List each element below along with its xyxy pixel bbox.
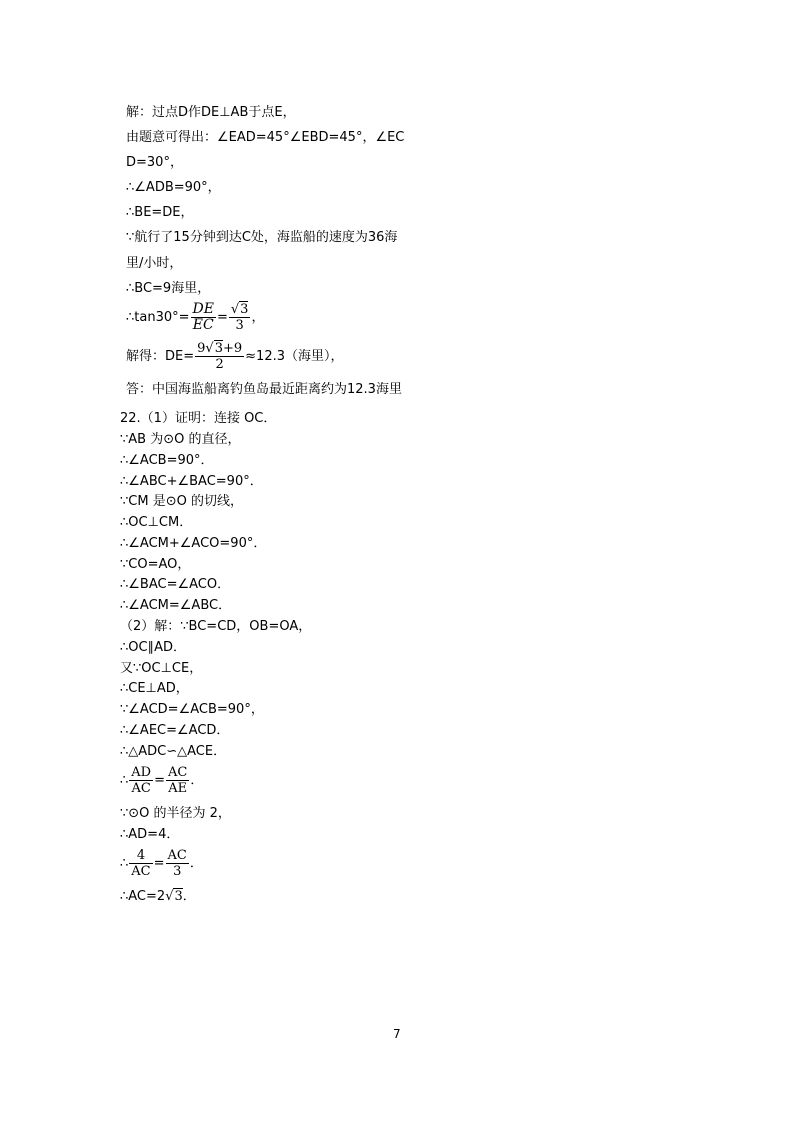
tan-suffix: ，: [251, 310, 265, 325]
p22-line-5: ∵CM 是⊙O 的切线，: [120, 494, 243, 509]
f1-prefix: ∴: [120, 773, 129, 788]
p22-line-19: ∴AD=4．: [120, 827, 180, 842]
p22-line-7: ∴∠ACM+∠ACO=90°．: [120, 536, 267, 551]
p22-line-8: ∵CO=AO，: [120, 557, 191, 572]
sol21-line-2: 由题意可得出：∠EAD=45°∠EBD=45°，∠EC: [126, 130, 405, 145]
fraction-equation-1: [120, 765, 203, 796]
sol21-line-8: ∴BC=9海里，: [126, 281, 211, 296]
de-solution: [126, 341, 344, 372]
f1-denominator-1: AC: [131, 781, 151, 796]
f2-suffix: ．: [189, 856, 203, 871]
p22-line-14: ∴CE⊥AD，: [120, 681, 189, 696]
p22-line-2: ∵AB 为⊙O 的直径，: [120, 432, 241, 447]
sol-denominator: 2: [215, 357, 224, 372]
p22-line-1: 22.（1）证明：连接 OC．: [120, 411, 277, 426]
final-sqrt-value: 3: [174, 889, 183, 904]
sqrt-icon: √: [205, 341, 214, 356]
f2-fraction-4-ac: [129, 848, 152, 879]
sqrt-icon: √: [230, 302, 240, 317]
tan-fraction-de-ec: [191, 302, 216, 333]
sol21-line-7: 里/小时，: [126, 256, 183, 271]
tan-prefix: ∴tan30°=: [126, 310, 190, 325]
tan-sqrt-numerator: [229, 302, 251, 318]
f1-fraction-ac-ae: [166, 765, 189, 796]
tan-numerator: DE: [192, 301, 214, 317]
tan-equation: [126, 302, 264, 333]
f1-suffix: ．: [190, 773, 204, 788]
tan-equals: =: [216, 310, 228, 325]
sol21-answer: 答：中国海监船离钓鱼岛最近距离约为12.3海里: [126, 382, 402, 397]
sol21-line-5: ∴BE=DE，: [126, 205, 194, 220]
p22-line-12: ∴OC∥AD．: [120, 640, 186, 655]
sol-sqrt-value: 3: [214, 341, 223, 356]
p22-line-10: ∴∠ACM=∠ABC．: [120, 598, 232, 613]
sol21-line-6: ∵航行了15分钟到达C处，海监船的速度为36海: [126, 230, 398, 245]
p22-line-4: ∴∠ABC+∠BAC=90°．: [120, 474, 263, 489]
p22-line-16: ∴∠AEC=∠ACD．: [120, 723, 230, 738]
final-suffix: ．: [182, 889, 196, 904]
sol-prefix: 解得：DE=: [126, 349, 195, 364]
f2-prefix: ∴: [120, 856, 129, 871]
f2-denominator-1: AC: [131, 864, 151, 879]
tan-sqrt-denominator: 3: [235, 318, 244, 333]
f1-equals: =: [154, 773, 165, 788]
p22-line-13: 又∵OC⊥CE，: [120, 661, 203, 676]
f1-numerator-1: AD: [131, 765, 152, 780]
f1-fraction-ad-ac: [129, 765, 153, 796]
f2-denominator-2: 3: [173, 864, 182, 879]
f1-numerator-2: AC: [168, 765, 188, 780]
p22-line-11: （2）解：∵BC=CD，OB=OA，: [120, 619, 312, 634]
f1-denominator-2: AE: [168, 781, 188, 796]
tan-fraction-sqrt3-3: [229, 302, 251, 333]
final-prefix: ∴AC=2: [120, 889, 166, 904]
f2-numerator-2: AC: [167, 848, 187, 863]
sqrt-icon: √: [165, 889, 174, 904]
p22-final-line: [120, 889, 196, 905]
sol-numerator: [195, 341, 244, 357]
p22-line-17: ∴△ADC∽△ACE．: [120, 744, 227, 759]
page-number: 7: [393, 1027, 401, 1041]
sol21-line-3: D=30°，: [126, 155, 183, 170]
f2-numerator-1: 4: [129, 848, 152, 864]
sol21-line-1: 解：过点D作DE⊥AB于点E，: [126, 105, 296, 120]
sol-num-b: +9: [222, 341, 243, 356]
p22-line-18: ∵⊙O 的半径为 2，: [120, 806, 231, 821]
p22-line-6: ∴OC⊥CM．: [120, 515, 193, 530]
f2-fraction-ac-3: [166, 848, 189, 879]
sol21-line-4: ∴∠ADB=90°，: [126, 180, 221, 195]
p22-line-15: ∵∠ACD=∠ACB=90°，: [120, 702, 264, 717]
p22-line-3: ∴∠ACB=90°．: [120, 453, 214, 468]
sol-suffix: ≈12.3（海里），: [245, 349, 344, 364]
tan-sqrt-value: 3: [240, 302, 249, 317]
tan-denominator: EC: [192, 317, 214, 333]
f2-equals: =: [153, 856, 165, 871]
fraction-equation-2: [120, 848, 203, 879]
sol-fraction: [195, 341, 244, 372]
p22-line-9: ∴∠BAC=∠ACO．: [120, 577, 231, 592]
sol-num-a: 9: [197, 341, 206, 356]
